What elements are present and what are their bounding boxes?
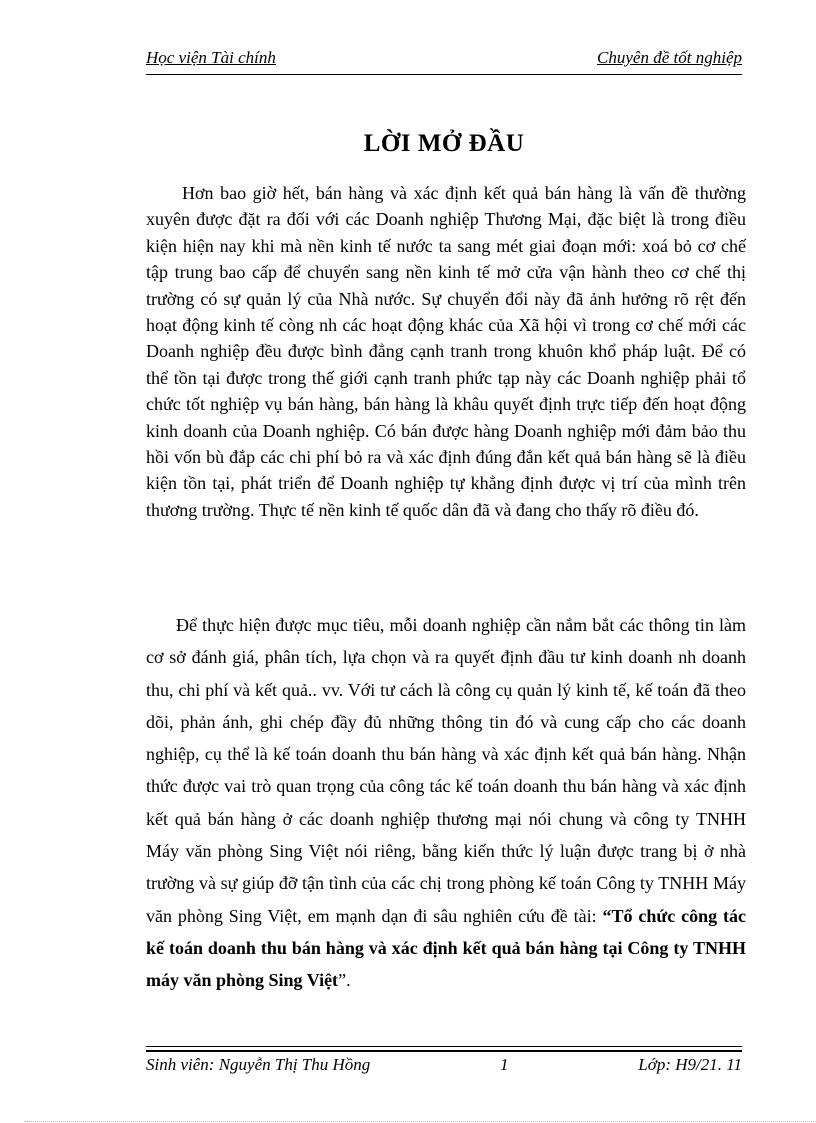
footer-student: Sinh viên: Nguyễn Thị Thu Hồng (146, 1055, 371, 1074)
paragraph-intro: Hơn bao giờ hết, bán hàng và xác định kết quả bán hàng là vấn đề thường xuyên được đặt ra đối với các Doanh nghiệp Thương Mại, đặc biệt là trong điều kiện hiện nay khi mà nền kinh tế nước ta sang mét giai đoạn mới: xoá bỏ cơ chế tập trung bao cấp để chuyển sang nền kinh tế mở cửa vận hành theo cơ chế thị trường có sự quản lý của Nhà nước. Sự chuyển đổi này đã ảnh hưởng rõ rệt đến hoạt động kinh tế còng nh các hoạt động khác của Xã hội vì trong cơ chế mới các Doanh nghiệp đều được bình đẳng cạnh tranh trong khuôn khổ pháp luật. Để có thể tồn tại được trong thế giới cạnh tranh phức tạp này các Doanh nghiệp phải tổ chức tốt nghiệp vụ bán hàng, bán hàng là khâu quyết định trực tiếp đến hoạt động kinh doanh của Doanh nghiệp. Có bán được hàng Doanh nghiệp mới đảm bảo thu hồi vốn bù đắp các chi phí bỏ ra và xác định đúng đắn kết quả bán hàng sẽ là điều kiện tồn tại, phát triển để Doanh nghiệp tự khẳng định được vị trí của mình trên thương trường. Thực tế nền kinh tế quốc dân đã và đang cho thấy rõ điều đó. (146, 183, 746, 520)
footer-divider-thin (146, 1046, 742, 1047)
footer-class: Lớp: H9/21. 11 (638, 1055, 742, 1074)
paragraph-end: . (346, 970, 351, 991)
page-number: 1 (500, 1055, 509, 1074)
thesis-topic: “Tổ chức công tác kế toán doanh thu bán hàng và xác định kết quả bán hàng tại Công ty TNHH máy văn phòng Sing Việt (146, 905, 746, 991)
header-document-type: Chuyên đề tốt nghiệp (597, 48, 742, 67)
page-footer (146, 1055, 742, 1075)
header-divider (146, 74, 742, 75)
footer-divider-thick (146, 1050, 742, 1052)
header-institution: Học viện Tài chính (146, 48, 276, 67)
page-header (146, 48, 742, 68)
closing-quote: ” (338, 970, 347, 991)
page-edge (24, 1121, 816, 1122)
page-title: LỜI MỞ ĐẦU (363, 130, 525, 157)
paragraph-objective (146, 609, 746, 997)
paragraph-objective-text: Để thực hiện được mục tiêu, mỗi doanh nghiệp cần nắm bắt các thông tin làm cơ sở đánh giá, phân tích, lựa chọn và ra quyết định đầu tư kinh doanh nh doanh thu, chi phí và kết quả.. vv. Với tư cách là công cụ quản lý kinh tế, kế toán đã theo dõi, phản ánh, ghi chép đầy đủ những thông tin đó và cung cấp cho các doanh nghiệp, cụ thể là kế toán doanh thu bán hàng và xác định kết quả bán hàng. Nhận thức được vai trò quan trọng của công tác kế toán doanh thu bán hàng và xác định kết quả bán hàng ở các doanh nghiệp thương mại nói chung và công ty TNHH Máy văn phòng Sing Việt nói riêng, bằng kiến thức lý luận được trang bị ở nhà trường và sự giúp đỡ tận tình của các chị trong phòng kế toán Công ty TNHH Máy văn phòng Sing Việt, em mạnh dạn đi sâu nghiên cứu đề tài: (146, 615, 746, 926)
